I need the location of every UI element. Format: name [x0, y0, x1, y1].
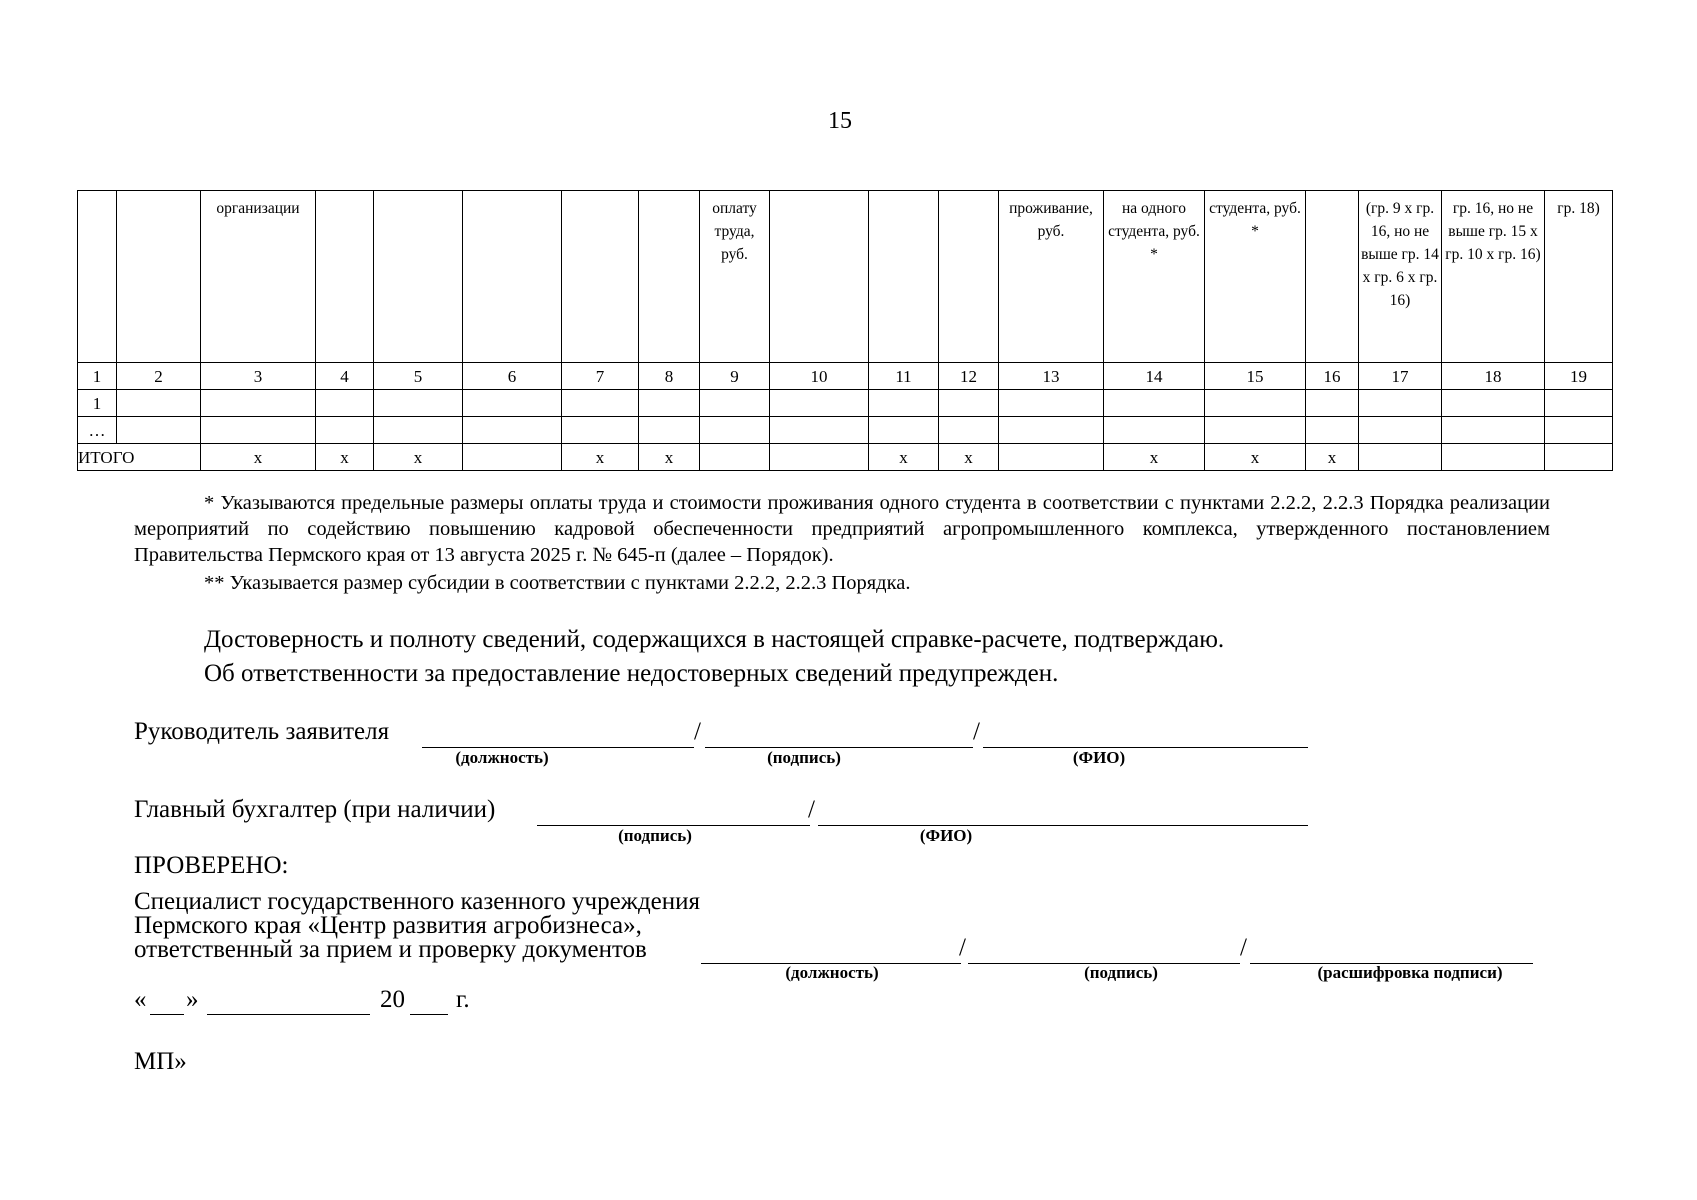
- column-number-cell: 16: [1306, 363, 1359, 390]
- column-number-cell: 13: [999, 363, 1104, 390]
- total-cell: x: [1306, 444, 1359, 471]
- table-cell: [201, 417, 316, 444]
- total-cell: [1359, 444, 1442, 471]
- table-cell: [700, 417, 770, 444]
- specialist-decoding-caption: (расшифровка подписи): [1317, 963, 1503, 982]
- table-cell: [639, 390, 700, 417]
- header-cell: студента, руб. *: [1205, 191, 1306, 363]
- column-number-cell: 9: [700, 363, 770, 390]
- column-number-cell: 15: [1205, 363, 1306, 390]
- column-number-cell: 3: [201, 363, 316, 390]
- total-cell: [1545, 444, 1613, 471]
- total-cell: [700, 444, 770, 471]
- table-cell: [1545, 390, 1613, 417]
- table-cell: [639, 417, 700, 444]
- column-number-cell: 10: [770, 363, 869, 390]
- checked-heading: ПРОВЕРЕНО:: [134, 852, 289, 879]
- header-cell: (гр. 9 х гр. 16, но не выше гр. 14 х гр. 6 х гр. 16): [1359, 191, 1442, 363]
- table-row: [78, 390, 1613, 417]
- calculation-table: [77, 190, 1613, 471]
- specialist-line-2: Пермского края «Центр развития агробизнеса»,: [134, 912, 642, 939]
- table-cell: [1104, 417, 1205, 444]
- total-label: ИТОГО: [78, 444, 201, 471]
- stamp-place-label: МП»: [134, 1048, 187, 1075]
- table-cell: [1359, 417, 1442, 444]
- column-number-cell: 8: [639, 363, 700, 390]
- table-cell: [1442, 390, 1545, 417]
- column-number-cell: 19: [1545, 363, 1613, 390]
- footnote-1: * Указываются предельные размеры оплаты труда и стоимости проживания одного студента в соответствии с пунктами 2.2.2, 2.2.3 Порядка реализации мероприятий по содействию повышению кадровой обеспеченности предприятий агропромышленного комплекса, утвержденного постановлением Правительства Пермского края от 13 августа 2025 г. № 645-п (далее – Порядок).: [134, 492, 1550, 566]
- header-cell: [770, 191, 869, 363]
- table-header-row: [78, 191, 1613, 363]
- slash: /: [808, 796, 815, 823]
- date-day-line: [150, 1014, 184, 1015]
- header-cell: [939, 191, 999, 363]
- accountant-fio-line: [818, 825, 1308, 826]
- table-cell: [1306, 390, 1359, 417]
- table-cell: [939, 390, 999, 417]
- table-cell: [1205, 390, 1306, 417]
- page-number: 15: [828, 108, 852, 134]
- header-cell: [316, 191, 374, 363]
- column-number-cell: 18: [1442, 363, 1545, 390]
- table-cell: [562, 390, 639, 417]
- column-number-cell: 6: [463, 363, 562, 390]
- column-number-cell: 12: [939, 363, 999, 390]
- date-close-quote: »: [186, 986, 199, 1013]
- total-cell: x: [939, 444, 999, 471]
- total-cell: [1442, 444, 1545, 471]
- accountant-signature-caption: (подпись): [618, 826, 692, 845]
- header-cell: на одного студента, руб. *: [1104, 191, 1205, 363]
- header-cell: [1306, 191, 1359, 363]
- header-cell: [374, 191, 463, 363]
- column-number-cell: 2: [117, 363, 201, 390]
- table-cell: [1359, 390, 1442, 417]
- table-cell: [374, 417, 463, 444]
- total-cell: x: [869, 444, 939, 471]
- slash: /: [959, 934, 966, 961]
- head-fio-caption: (ФИО): [1072, 748, 1126, 767]
- table-cell: [770, 417, 869, 444]
- accountant-fio-caption: (ФИО): [919, 826, 973, 845]
- table-cell: [770, 390, 869, 417]
- head-position-caption: (должность): [455, 748, 549, 767]
- slash: /: [1240, 934, 1247, 961]
- table-cell: [562, 417, 639, 444]
- table-cell: [1545, 417, 1613, 444]
- table-cell: [463, 390, 562, 417]
- table-cell: [1205, 417, 1306, 444]
- column-number-cell: 17: [1359, 363, 1442, 390]
- table-row: [78, 417, 1613, 444]
- table-cell: [999, 417, 1104, 444]
- specialist-position-caption: (должность): [785, 963, 879, 982]
- total-cell: x: [639, 444, 700, 471]
- specialist-line-1: Специалист государственного казенного учреждения: [134, 888, 701, 915]
- table-cell: [999, 390, 1104, 417]
- table-column-numbers-row: [78, 363, 1613, 390]
- table-cell: [1442, 417, 1545, 444]
- header-cell: [117, 191, 201, 363]
- header-cell: [78, 191, 117, 363]
- column-number-cell: 14: [1104, 363, 1205, 390]
- slash: /: [973, 718, 980, 745]
- column-number-cell: 4: [316, 363, 374, 390]
- header-cell: [562, 191, 639, 363]
- table-cell: [316, 417, 374, 444]
- table-cell: [463, 417, 562, 444]
- header-cell: гр. 16, но не выше гр. 15 х гр. 10 х гр. 16): [1442, 191, 1545, 363]
- column-number-cell: 5: [374, 363, 463, 390]
- header-cell: организации: [201, 191, 316, 363]
- table-total-row: [78, 444, 1613, 471]
- total-cell: [463, 444, 562, 471]
- table-cell: [1104, 390, 1205, 417]
- header-cell: [639, 191, 700, 363]
- table-cell: [201, 390, 316, 417]
- table-cell: [374, 390, 463, 417]
- specialist-signature-caption: (подпись): [1084, 963, 1158, 982]
- total-cell: x: [1205, 444, 1306, 471]
- total-cell: x: [374, 444, 463, 471]
- total-cell: x: [1104, 444, 1205, 471]
- total-cell: x: [316, 444, 374, 471]
- total-cell: [999, 444, 1104, 471]
- date-year-prefix: 20: [380, 986, 405, 1013]
- column-number-cell: 11: [869, 363, 939, 390]
- table-cell: 1: [78, 390, 117, 417]
- table-cell: [117, 390, 201, 417]
- accountant-label: Главный бухгалтер (при наличии): [134, 796, 496, 823]
- total-cell: [770, 444, 869, 471]
- slash: /: [694, 718, 701, 745]
- head-fio-line: [983, 747, 1308, 748]
- header-cell: [463, 191, 562, 363]
- header-cell: гр. 18): [1545, 191, 1613, 363]
- date-year-suffix: г.: [456, 986, 470, 1013]
- table-cell: [869, 417, 939, 444]
- column-number-cell: 1: [78, 363, 117, 390]
- head-signature-caption: (подпись): [767, 748, 841, 767]
- specialist-line-3: ответственный за прием и проверку документов: [134, 936, 647, 963]
- table-cell: [869, 390, 939, 417]
- table-cell: …: [78, 417, 117, 444]
- column-number-cell: 7: [562, 363, 639, 390]
- header-cell: [869, 191, 939, 363]
- table-cell: [700, 390, 770, 417]
- footnote-2: ** Указывается размер субсидии в соответствии с пунктами 2.2.2, 2.2.3 Порядка.: [204, 572, 911, 594]
- header-cell: оплату труда, руб.: [700, 191, 770, 363]
- head-label: Руководитель заявителя: [134, 718, 390, 745]
- table-cell: [1306, 417, 1359, 444]
- table-cell: [316, 390, 374, 417]
- date-year-line: [410, 1014, 448, 1015]
- table-cell: [117, 417, 201, 444]
- total-cell: x: [562, 444, 639, 471]
- confirmation-text: Достоверность и полноту сведений, содержащихся в настоящей справке-расчете, подтверждаю.: [204, 626, 1225, 653]
- header-cell: проживание, руб.: [999, 191, 1104, 363]
- date-open-quote: «: [134, 986, 147, 1013]
- responsibility-text: Об ответственности за предоставление недостоверных сведений предупрежден.: [204, 660, 1059, 687]
- date-month-line: [207, 1014, 370, 1015]
- total-cell: x: [201, 444, 316, 471]
- table-cell: [939, 417, 999, 444]
